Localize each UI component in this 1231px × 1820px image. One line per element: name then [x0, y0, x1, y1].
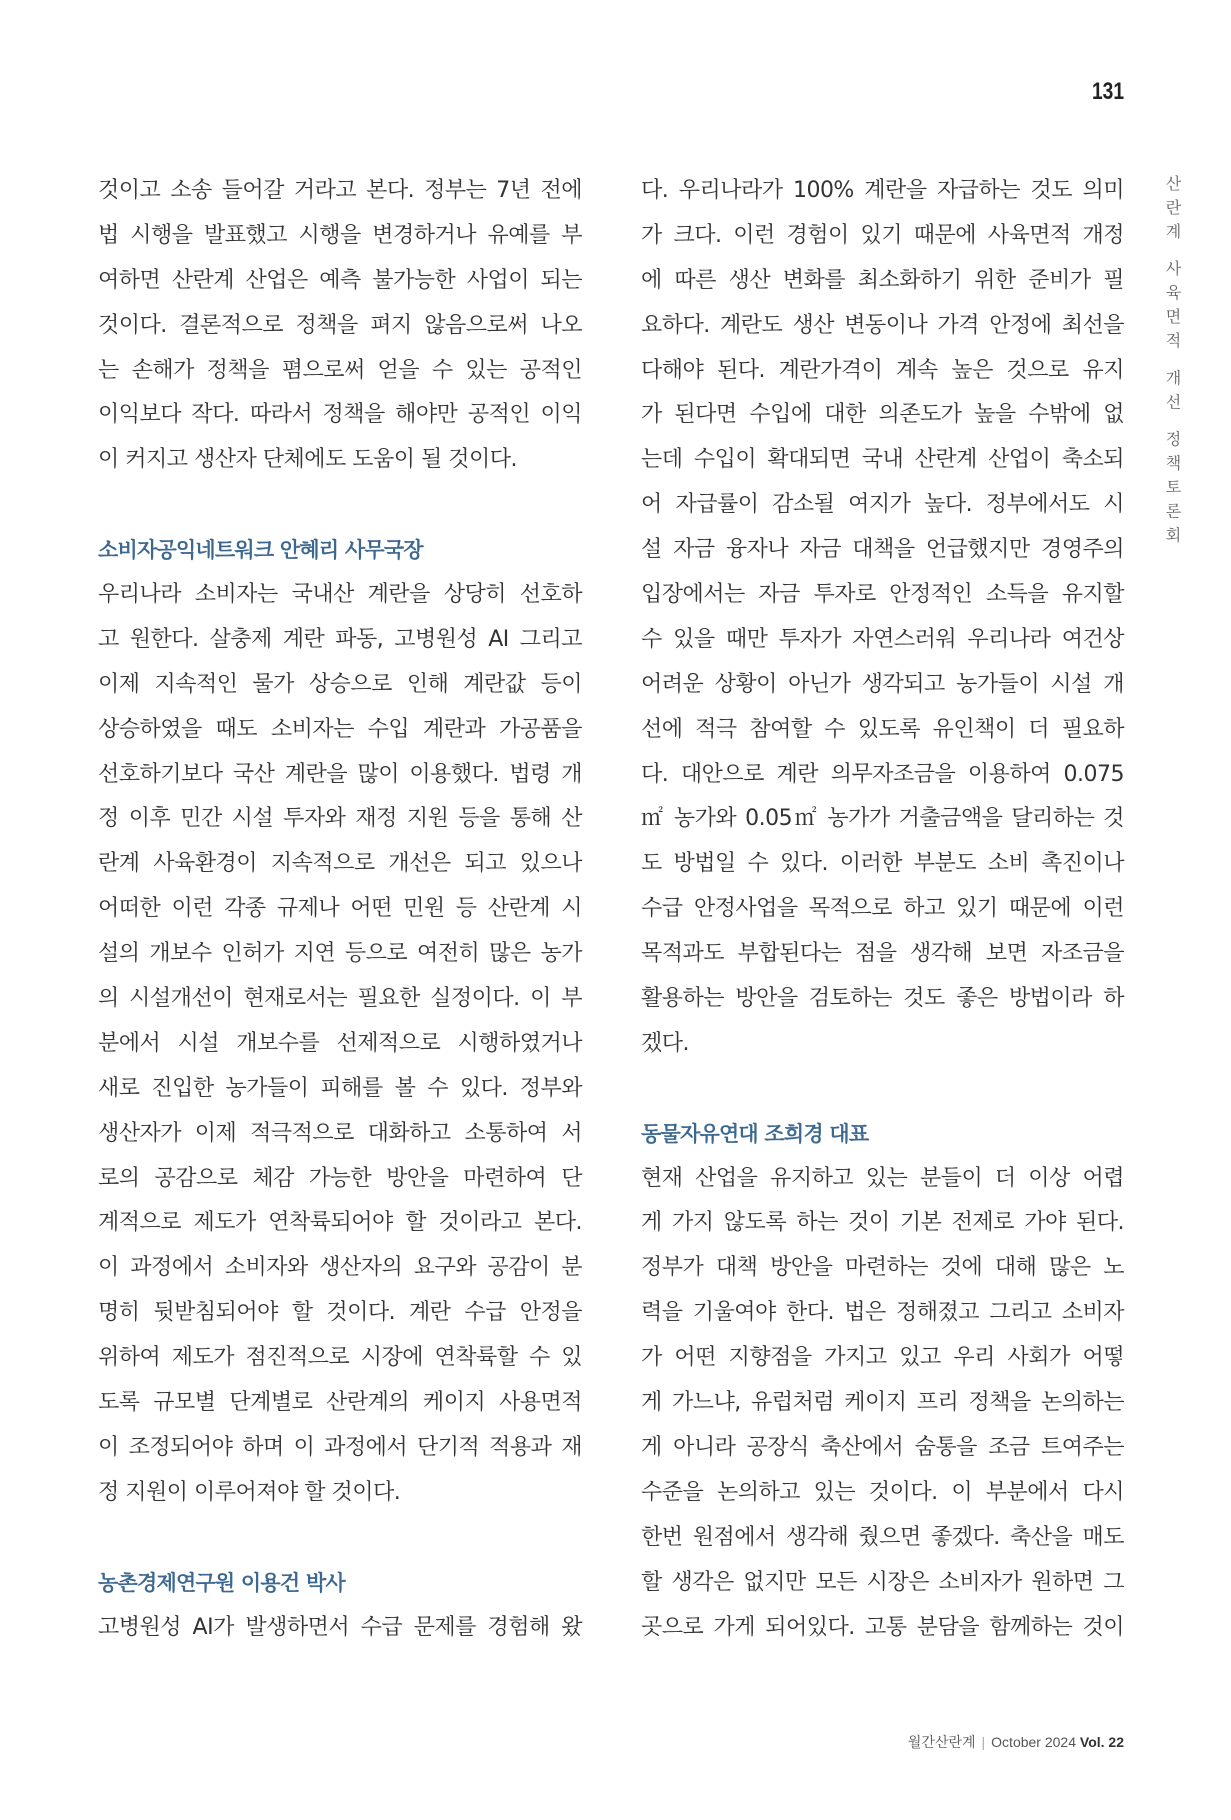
text-line: 이제 지속적인 물가 상승으로 인해 계란값 등이: [98, 671, 582, 697]
text-line: 의 시설개선이 현재로서는 필요한 실정이다. 이 부: [98, 986, 582, 1012]
text-line: 다. 대안으로 계란 의무자조금을 이용하여 0.075: [641, 761, 1124, 787]
text-line: 는 손해가 정책을 폄으로써 얻을 수 있는 공적인: [98, 357, 582, 383]
text-line: 도록 규모별 단계별로 산란계의 케이지 사용면적: [98, 1390, 582, 1416]
issue-date: October 2024: [991, 1734, 1077, 1750]
text-line: 가 어떤 지향점을 가지고 있고 우리 사회가 어떻: [641, 1345, 1124, 1371]
text-line: 입장에서는 자금 투자로 안정적인 소득을 유지할: [641, 582, 1124, 608]
text-line: 수준을 논의하고 있는 것이다. 이 부분에서 다시: [641, 1479, 1124, 1505]
text-line: 활용하는 방안을 검토하는 것도 좋은 방법이라 하: [641, 986, 1124, 1012]
text-line: 고 원한다. 살충제 계란 파동, 고병원성 AI 그리고: [98, 626, 582, 652]
text-line: 곳으로 가게 되어있다. 고통 분담을 함께하는 것이: [641, 1614, 1124, 1640]
text-line: 고병원성 AI가 발생하면서 수급 문제를 경험해 왔: [98, 1614, 582, 1640]
text-line: 우리나라 소비자는 국내산 계란을 상당히 선호하: [98, 582, 582, 608]
section-side-title: 산란계 사육면적 개선 정책토론회: [1163, 175, 1182, 551]
text-line: 겠다.: [641, 1030, 689, 1056]
text-line: 생산자가 이제 적극적으로 대화하고 소통하여 서: [98, 1120, 582, 1146]
text-line: 로의 공감으로 체감 가능한 방안을 마련하여 단: [98, 1165, 582, 1191]
text-line: 것이고 소송 들어갈 거라고 본다. 정부는 7년 전에: [98, 178, 582, 203]
text-line: 요하다. 계란도 생산 변동이나 가격 안정에 최선을: [641, 312, 1124, 338]
article-column-left: [98, 169, 582, 1650]
text-line: 상승하였을 때도 소비자는 수입 계란과 가공품을: [98, 716, 582, 742]
text-line: 분에서 시설 개보수를 선제적으로 시행하였거나: [98, 1030, 582, 1056]
text-line: 력을 기울여야 한다. 법은 정해졌고 그리고 소비자: [641, 1300, 1124, 1326]
text-line: 계적으로 제도가 연착륙되어야 할 것이라고 본다.: [98, 1210, 582, 1236]
text-line: 란계 사육환경이 지속적으로 개선은 되고 있으나: [98, 851, 582, 877]
text-line: 명히 뒷받침되어야 할 것이다. 계란 수급 안정을: [98, 1300, 582, 1326]
text-line: 다. 우리나라가 100% 계란을 자급하는 것도 의미: [641, 178, 1124, 203]
text-line: 정 이후 민간 시설 투자와 재정 지원 등을 통해 산: [98, 806, 582, 832]
text-line: 이 커지고 생산자 단체에도 도움이 될 것이다.: [98, 447, 517, 473]
speaker-heading: 농촌경제연구원 이용건 박사: [98, 1570, 345, 1595]
paragraph: [98, 1606, 582, 1651]
text-line: 새로 진입한 농가들이 피해를 볼 수 있다. 정부와: [98, 1075, 582, 1101]
text-line: 는데 수입이 확대되면 국내 산란계 산업이 축소되: [641, 447, 1124, 473]
paragraph: [98, 573, 582, 1516]
paragraph: [641, 169, 1124, 1067]
text-line: 어 자급률이 감소될 여지가 높다. 정부에서도 시: [641, 492, 1124, 518]
magazine-name: 월간산란계: [907, 1734, 976, 1750]
text-line: 할 생각은 없지만 모든 시장은 소비자가 원하면 그: [641, 1569, 1124, 1595]
spacer: [641, 1067, 1124, 1112]
text-line: 가 된다면 수입에 대한 의존도가 높을 수밖에 없: [641, 402, 1124, 428]
text-line: 선에 적극 참여할 수 있도록 유인책이 더 필요하: [641, 716, 1124, 742]
text-line: 게 가지 않도록 하는 것이 기본 전제로 가야 된다.: [641, 1210, 1124, 1236]
paragraph: [641, 1157, 1124, 1651]
text-line: 이익보다 작다. 따라서 정책을 해야만 공적인 이익: [98, 402, 582, 428]
page-footer: [908, 1732, 1124, 1752]
spacer: [98, 483, 582, 528]
text-line: 이 조정되어야 하며 이 과정에서 단기적 적용과 재: [98, 1434, 582, 1460]
text-line: 에 따른 생산 변화를 최소화하기 위한 준비가 필: [641, 267, 1124, 293]
text-line: 선호하기보다 국산 계란을 많이 이용했다. 법령 개: [98, 761, 582, 787]
text-line: 수 있을 때만 투자가 자연스러워 우리나라 여건상: [641, 626, 1124, 652]
issue-volume: Vol. 22: [1079, 1734, 1124, 1750]
text-line: 것이다. 결론적으로 정책을 펴지 않음으로써 나오: [98, 312, 582, 338]
page-number: 131: [1091, 78, 1124, 105]
article-column-right: [641, 169, 1124, 1650]
text-line: 이 과정에서 소비자와 생산자의 요구와 공감이 분: [98, 1255, 582, 1281]
speaker-heading: 소비자공익네트워크 안혜리 사무국장: [98, 538, 423, 563]
footer-divider: |: [981, 1734, 986, 1750]
text-line: 위하여 제도가 점진적으로 시장에 연착륙할 수 있: [98, 1345, 582, 1371]
text-line: 정부가 대책 방안을 마련하는 것에 대해 많은 노: [641, 1255, 1124, 1281]
text-line: 목적과도 부합된다는 점을 생각해 보면 자조금을: [641, 941, 1124, 967]
text-line: 설의 개보수 인허가 지연 등으로 여전히 많은 농가: [98, 941, 582, 967]
text-line: ㎡ 농가와 0.05㎡ 농가가 거출금액을 달리하는 것: [641, 806, 1124, 832]
text-line: 여하면 산란계 산업은 예측 불가능한 사업이 되는: [98, 267, 582, 293]
text-line: 어떠한 이런 각종 규제나 어떤 민원 등 산란계 시: [98, 896, 582, 922]
text-line: 게 아니라 공장식 축산에서 숨통을 조금 트여주는: [641, 1434, 1124, 1460]
text-line: 어려운 상황이 아닌가 생각되고 농가들이 시설 개: [641, 671, 1124, 697]
text-line: 정 지원이 이루어져야 할 것이다.: [98, 1479, 401, 1505]
text-line: 도 방법일 수 있다. 이러한 부분도 소비 촉진이나: [641, 851, 1124, 877]
paragraph: [98, 169, 582, 483]
text-line: 법 시행을 발표했고 시행을 변경하거나 유예를 부: [98, 222, 582, 248]
spacer: [98, 1516, 582, 1561]
text-line: 다해야 된다. 계란가격이 계속 높은 것으로 유지: [641, 357, 1124, 383]
text-line: 게 가느냐, 유럽처럼 케이지 프리 정책을 논의하는: [641, 1390, 1124, 1416]
text-line: 가 크다. 이런 경험이 있기 때문에 사육면적 개정: [641, 222, 1124, 248]
text-line: 수급 안정사업을 목적으로 하고 있기 때문에 이런: [641, 896, 1124, 922]
text-line: 설 자금 융자나 자금 대책을 언급했지만 경영주의: [641, 537, 1124, 563]
text-line: 현재 산업을 유지하고 있는 분들이 더 이상 어렵: [641, 1165, 1124, 1191]
speaker-heading: 동물자유연대 조희경 대표: [641, 1121, 869, 1146]
text-line: 한번 원점에서 생각해 줬으면 좋겠다. 축산을 매도: [641, 1524, 1124, 1550]
